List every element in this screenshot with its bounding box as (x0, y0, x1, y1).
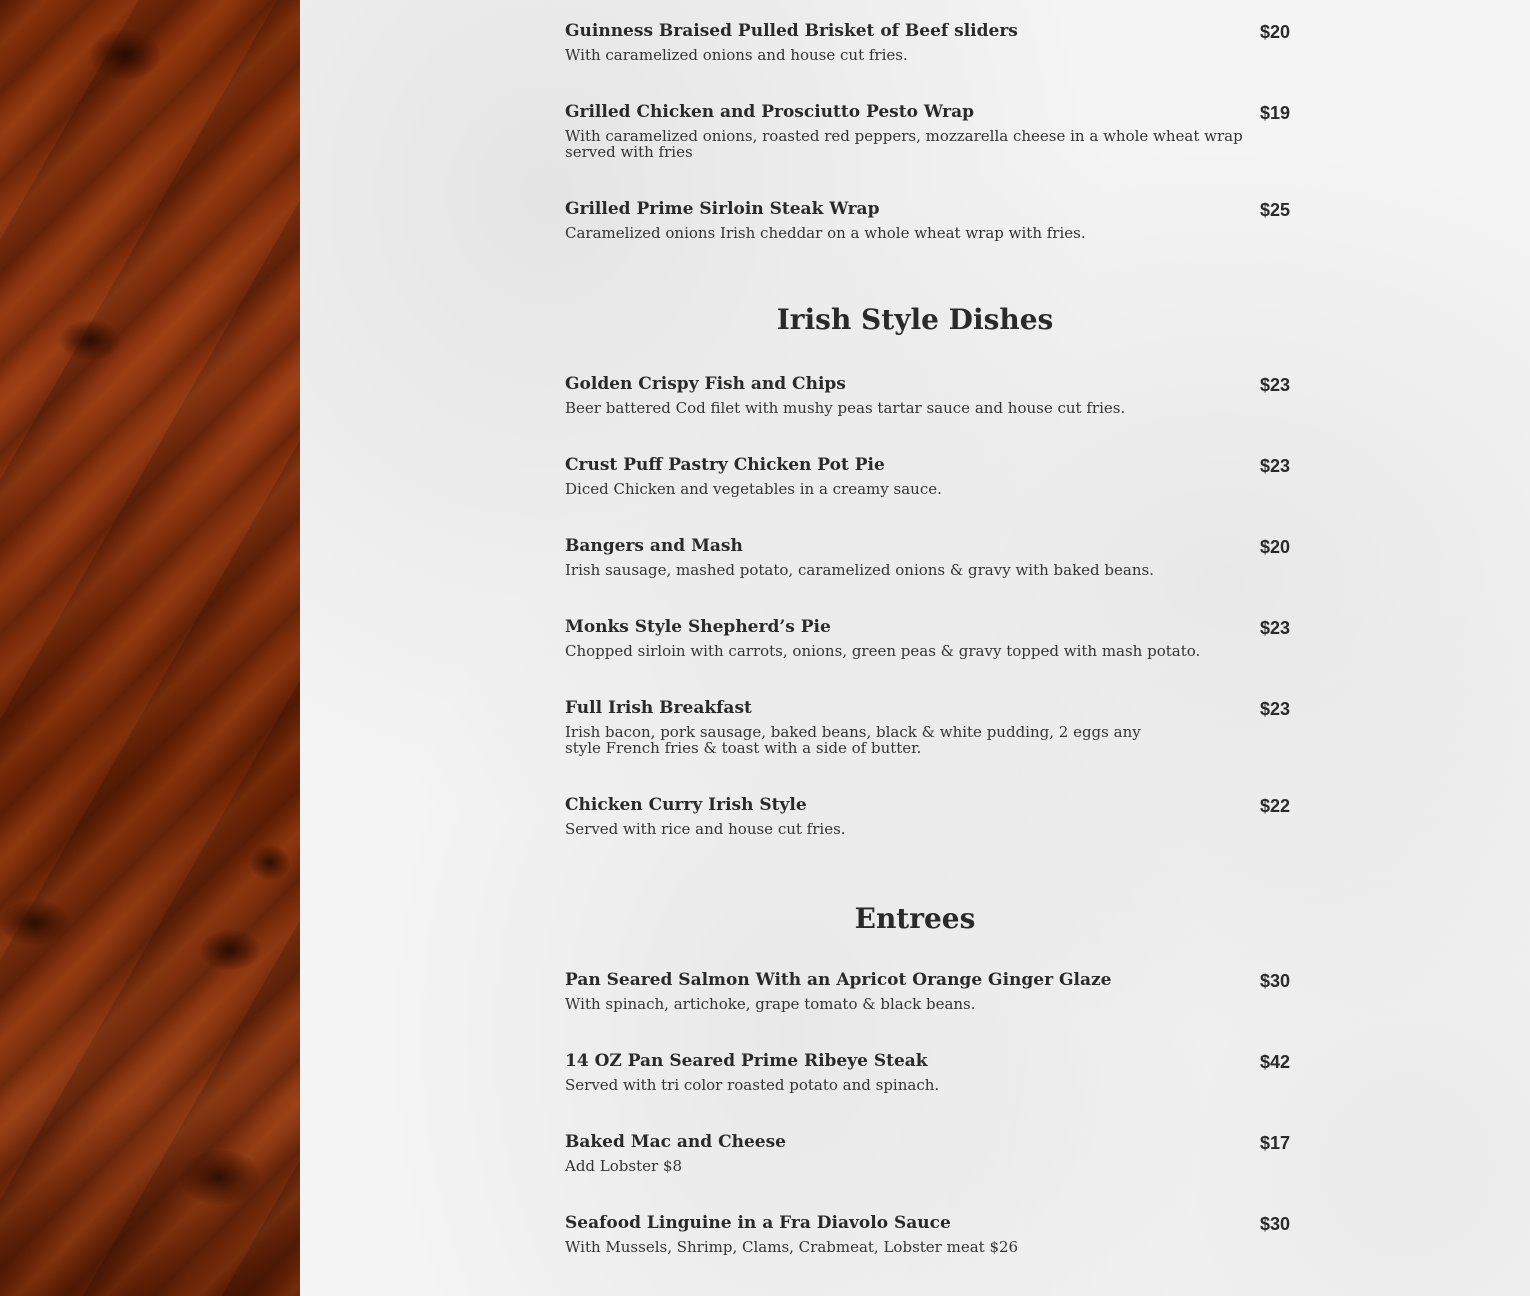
menu-item-description: Served with tri color roasted potato and spinach. (565, 1076, 940, 1094)
menu-item-description: With caramelized onions, roasted red peppers, mozzarella cheese in a whole wheat wrap served with fries (565, 127, 1243, 161)
wood-knot (180, 1150, 260, 1205)
menu-item-name: Guinness Braised Pulled Brisket of Beef sliders (565, 21, 1018, 41)
menu-item-price: $23 (1259, 618, 1290, 638)
menu-item-name: Full Irish Breakfast (565, 698, 752, 718)
menu-item-price: $30 (1259, 971, 1290, 991)
menu-item-price: $42 (1259, 1052, 1290, 1072)
menu-item-name: Pan Seared Salmon With an Apricot Orange Ginger Glaze (565, 970, 1112, 990)
menu-item-description: Chopped sirloin with carrots, onions, green peas & gravy topped with mash potato. (565, 642, 1201, 660)
menu-item-name: Grilled Chicken and Prosciutto Pesto Wrap (565, 102, 975, 122)
menu-item-price: $17 (1259, 1133, 1290, 1153)
menu-item-name: Crust Puff Pastry Chicken Pot Pie (565, 455, 885, 475)
menu-item-description: With caramelized onions and house cut fries. (565, 46, 908, 64)
wood-panel-background (0, 0, 300, 1296)
menu-item-name: Grilled Prime Sirloin Steak Wrap (565, 199, 880, 219)
wood-knot (0, 900, 70, 945)
menu-item-description: Diced Chicken and vegetables in a creamy sauce. (565, 480, 942, 498)
wood-knot (60, 320, 120, 360)
menu-item-description: Add Lobster $8 (565, 1157, 683, 1175)
menu-item-name: Baked Mac and Cheese (565, 1132, 786, 1152)
menu-item-description: Served with rice and house cut fries. (565, 820, 846, 838)
menu-item-description: Beer battered Cod filet with mushy peas tartar sauce and house cut fries. (565, 399, 1126, 417)
wood-knot (250, 845, 290, 880)
menu-item-price: $20 (1259, 22, 1290, 42)
menu-item-description: With spinach, artichoke, grape tomato & black beans. (565, 995, 976, 1013)
section-title-entrees: Entrees (854, 902, 976, 935)
menu-item-price: $23 (1259, 699, 1290, 719)
menu-item-description: Irish sausage, mashed potato, caramelized onions & gravy with baked beans. (565, 561, 1154, 579)
menu-item-price: $23 (1259, 456, 1290, 476)
wood-knot (90, 30, 160, 80)
wood-knot (200, 930, 260, 970)
menu-item-name: Seafood Linguine in a Fra Diavolo Sauce (565, 1213, 951, 1233)
menu-item-price: $23 (1259, 375, 1290, 395)
menu-item-name: Golden Crispy Fish and Chips (565, 374, 846, 394)
menu-item-price: $30 (1259, 1214, 1290, 1234)
menu-item-name: Bangers and Mash (565, 536, 743, 556)
menu-item-name: Chicken Curry Irish Style (565, 795, 807, 815)
menu-item-price: $25 (1259, 200, 1290, 220)
menu-item-name: Monks Style Shepherd’s Pie (565, 617, 831, 637)
menu-item-price: $19 (1259, 103, 1290, 123)
menu-item-description: Caramelized onions Irish cheddar on a whole wheat wrap with fries. (565, 224, 1086, 242)
menu-item-description: With Mussels, Shrimp, Clams, Crabmeat, Lobster meat $26 (565, 1238, 1019, 1256)
section-title-irish-style-dishes: Irish Style Dishes (776, 303, 1054, 336)
menu-item-price: $20 (1259, 537, 1290, 557)
menu-item-description: Irish bacon, pork sausage, baked beans, black & white pudding, 2 eggs any style French fries & toast with a side of butter. (565, 723, 1141, 757)
menu-item-name: 14 OZ Pan Seared Prime Ribeye Steak (565, 1051, 928, 1071)
menu-item-price: $22 (1259, 796, 1290, 816)
